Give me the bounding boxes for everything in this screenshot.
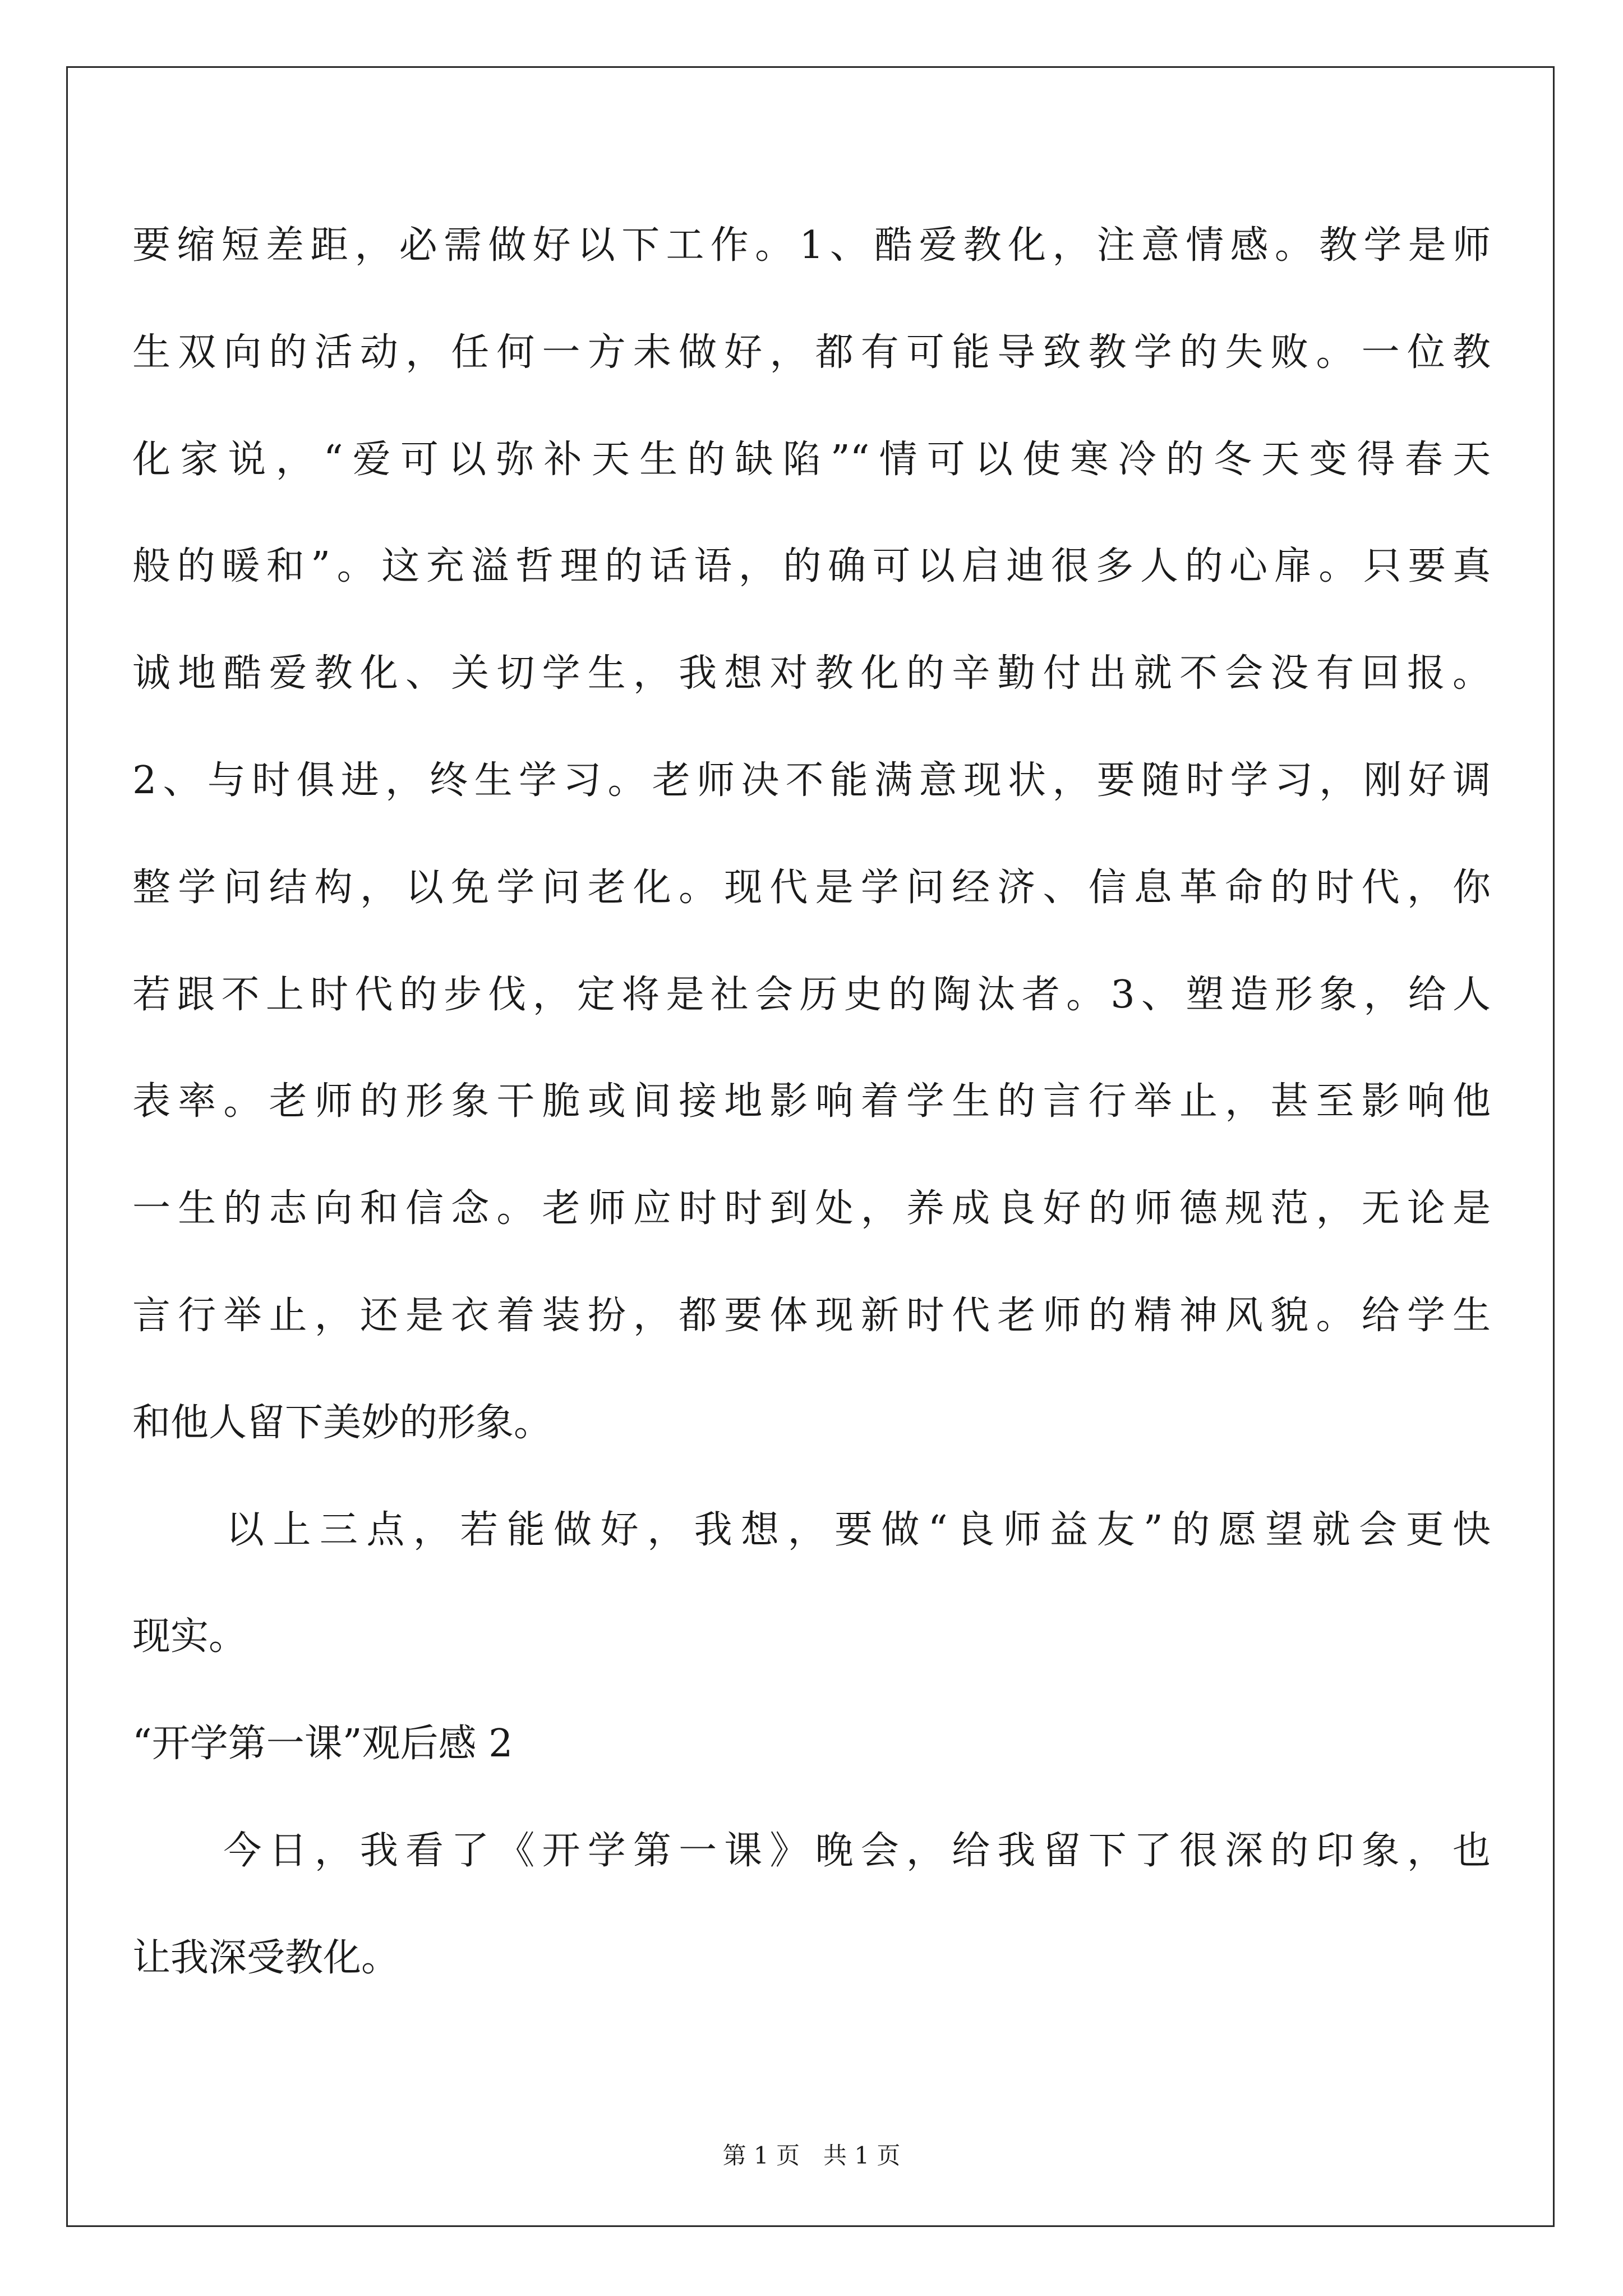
text-line: 化家说，“爱可以弥补天生的缺陷”“情可以使寒冷的冬天变得春天 [132,438,1491,482]
section-heading: “开学第一课”观后感 2 [132,1722,513,1766]
text-line: 要缩短差距，必需做好以下工作。1、酷爱教化，注意情感。教学是师 [132,223,1491,268]
text-line: 今日，我看了《开学第一课》晚会，给我留下了很深的印象，也 [132,1829,1491,1873]
text-line: 现实。 [132,1614,247,1659]
text-line: 若跟不上时代的步伐，定将是社会历史的陶汰者。3、塑造形象，给人 [132,973,1491,1017]
text-line: 诚地酷爱教化、关切学生，我想对教化的辛勤付出就不会没有回报。 [132,651,1491,696]
page-footer: 第 1 页 共 1 页 [722,2142,901,2169]
text-line: 以上三点，若能做好，我想，要做“良师益友”的愿望就会更快 [132,1508,1491,1552]
text-line: 表率。老师的形象干脆或间接地影响着学生的言行举止，甚至影响他 [132,1079,1491,1124]
text-line: 般的暖和”。这充溢哲理的话语，的确可以启迪很多人的心扉。只要真 [132,544,1491,588]
text-line: 一生的志向和信念。老师应时时到处，养成良好的师德规范，无论是 [132,1186,1491,1231]
text-line: 2、与时俱进，终生学习。老师决不能满意现状，要随时学习，刚好调 [132,758,1491,803]
text-line: 和他人留下美妙的形象。 [132,1401,552,1445]
text-line: 言行举止，还是衣着装扮，都要体现新时代老师的精神风貌。给学生 [132,1294,1491,1338]
page-border [66,66,1555,2227]
text-line: 整学问结构，以免学问老化。现代是学问经济、信息革命的时代，你 [132,866,1491,910]
text-line: 让我深受教化。 [132,1936,400,1980]
text-line: 生双向的活动，任何一方未做好，都有可能导致教学的失败。一位教 [132,330,1491,375]
